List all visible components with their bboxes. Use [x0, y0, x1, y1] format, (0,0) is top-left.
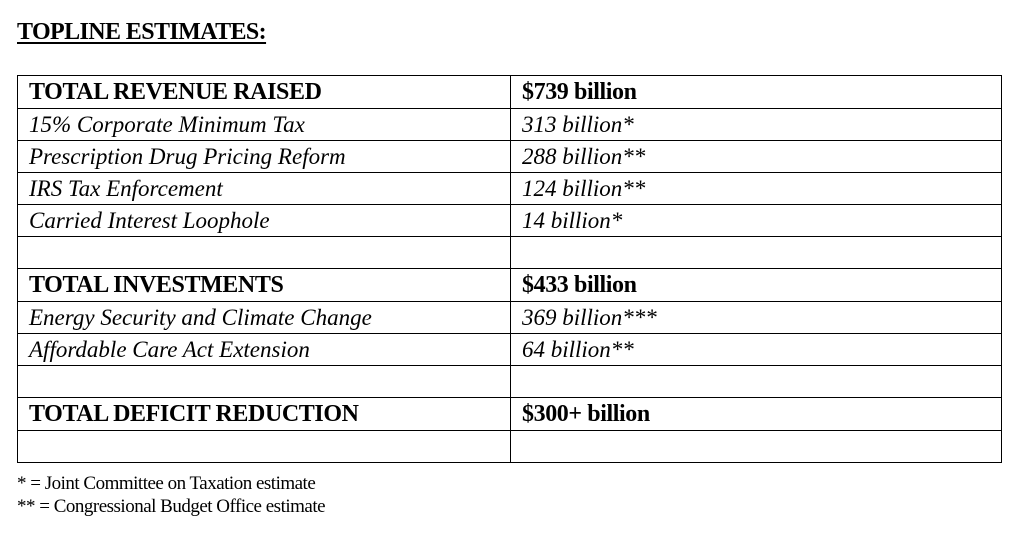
blank-cell: [18, 237, 511, 269]
deficit-total-row: [18, 398, 1002, 431]
footnotes: [17, 472, 325, 518]
revenue-total-cell: $739 billion: [511, 76, 1002, 109]
table-row: [18, 334, 1002, 366]
blank-cell: [511, 431, 1002, 463]
investments-total-row: [18, 269, 1002, 302]
item-label-cell: Carried Interest Loophole: [18, 205, 511, 237]
item-value-cell: 64 billion**: [511, 334, 1002, 366]
estimates-table: [17, 75, 1002, 463]
blank-row: [18, 237, 1002, 269]
item-value-cell: 124 billion**: [511, 173, 1002, 205]
item-label-cell: 15% Corporate Minimum Tax: [18, 109, 511, 141]
investments-title-cell: TOTAL INVESTMENTS: [18, 269, 511, 302]
item-label-cell: IRS Tax Enforcement: [18, 173, 511, 205]
blank-cell: [18, 431, 511, 463]
table-row: [18, 302, 1002, 334]
item-value-cell: 369 billion***: [511, 302, 1002, 334]
item-label-cell: Energy Security and Climate Change: [18, 302, 511, 334]
deficit-total-cell: $300+ billion: [511, 398, 1002, 431]
investments-total-cell: $433 billion: [511, 269, 1002, 302]
table-row: [18, 109, 1002, 141]
blank-cell: [511, 237, 1002, 269]
item-value-cell: 288 billion**: [511, 141, 1002, 173]
deficit-title-cell: TOTAL DEFICIT REDUCTION: [18, 398, 511, 431]
revenue-title-cell: TOTAL REVENUE RAISED: [18, 76, 511, 109]
footnote-jct: * = Joint Committee on Taxation estimate: [17, 473, 316, 494]
table-row: [18, 205, 1002, 237]
item-label-cell: Affordable Care Act Extension: [18, 334, 511, 366]
blank-cell: [18, 366, 511, 398]
item-label-cell: Prescription Drug Pricing Reform: [18, 141, 511, 173]
item-value-cell: 14 billion*: [511, 205, 1002, 237]
blank-row: [18, 431, 1002, 463]
revenue-total-row: [18, 76, 1002, 109]
item-value-cell: 313 billion*: [511, 109, 1002, 141]
table-row: [18, 173, 1002, 205]
blank-row: [18, 366, 1002, 398]
blank-cell: [511, 366, 1002, 398]
footnote-cbo: ** = Congressional Budget Office estimate: [17, 496, 326, 517]
page-heading: TOPLINE ESTIMATES:: [17, 19, 267, 45]
table-row: [18, 141, 1002, 173]
